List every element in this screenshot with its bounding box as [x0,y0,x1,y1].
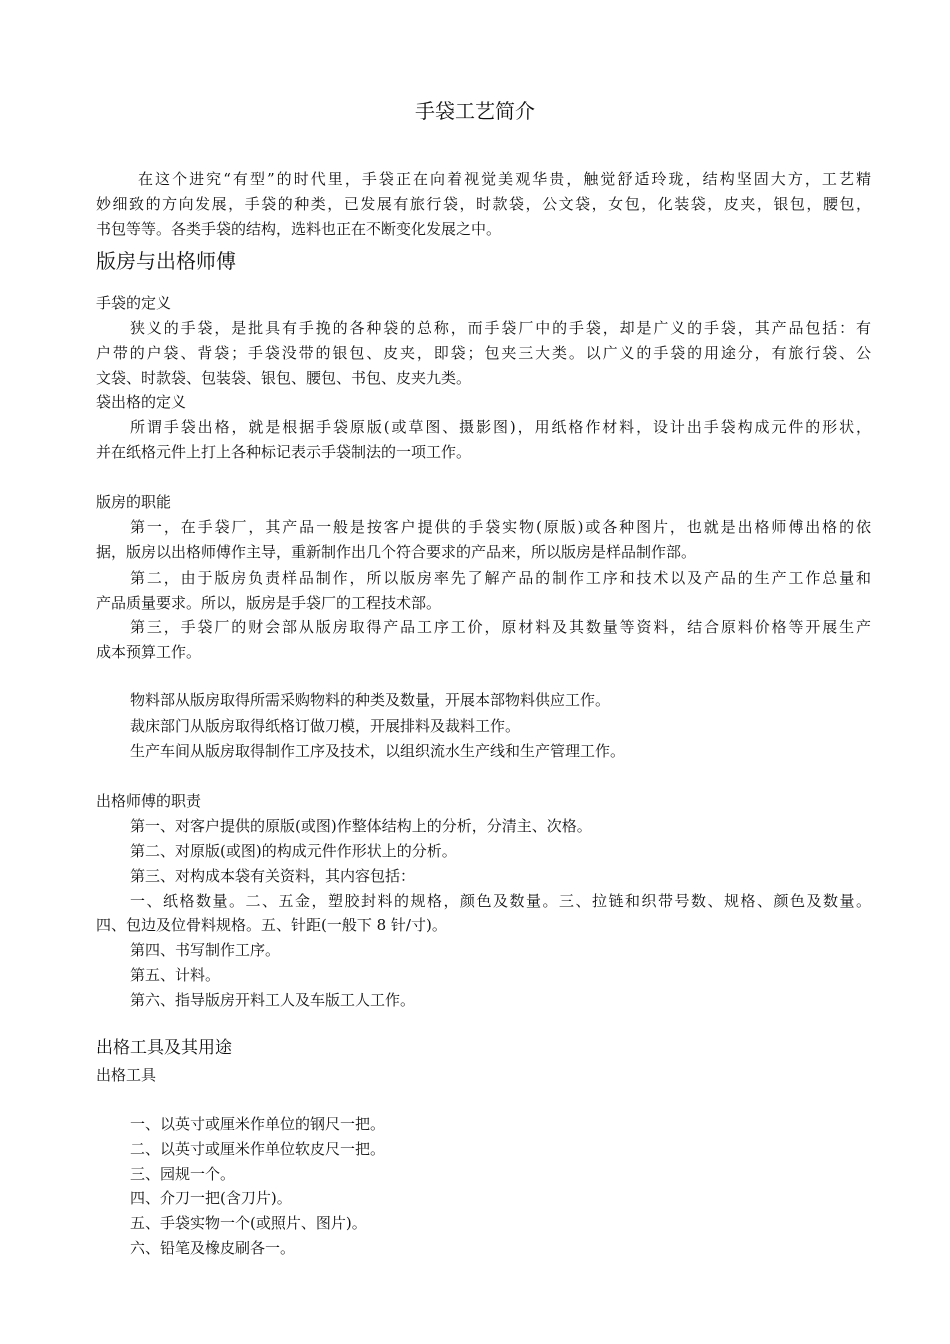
section-heading-banfang: 版房与出格师傅 [96,249,236,273]
tool-item-1: 一、以英寸或厘米作单位的钢尺一把。 [130,1115,386,1133]
chuge-line-2: 并在纸格元件上打上各种标记表示手袋制法的一项工作。 [96,443,472,461]
func-line-2: 据，版房以出格师傅作主导，重新制作出几个符合要求的产品来，所以版房是样品制作部。 [96,543,697,561]
func-line-6: 成本预算工作。 [96,643,202,661]
tool-item-5: 五、手袋实物一个(或照片、图片)。 [130,1214,367,1232]
def-line-3: 文袋、时款袋、包装袋、银包、腰包、书包、皮夹九类。 [96,369,472,387]
intro-line-2: 妙细致的方向发展，手袋的种类，已发展有旅行袋，时款袋，公文袋，女包，化装袋，皮夹，银包，腰包， [96,195,871,213]
duty-line-4: 一、纸格数量。二、五金，塑胶封料的规格，颜色及数量。三、拉链和织带号数、规格、颜色及数量。 [130,892,871,910]
dept-line-2: 裁床部门从版房取得纸格订做刀模，开展排料及裁料工作。 [130,717,521,735]
duty-heading: 出格师傅的职责 [96,792,202,810]
duty-line-6: 第四、书写制作工序。 [130,941,281,959]
intro-line-1: 在这个进究“有型”的时代里，手袋正在向着视觉美观华贵，触觉舒适玲珑，结构坚固大方，工艺精 [138,170,871,188]
dept-line-3: 生产车间从版房取得制作工序及技术，以组织流水生产线和生产管理工作。 [130,742,626,760]
tool-item-3: 三、园规一个。 [130,1165,236,1183]
tool-item-2: 二、以英寸或厘米作单位软皮尺一把。 [130,1140,386,1158]
chuge-line-1: 所谓手袋出格，就是根据手袋原版(或草图、摄影图)，用纸格作材料，设计出手袋构成元件的形状， [130,418,871,436]
func-line-1: 第一，在手袋厂，其产品一般是按客户提供的手袋实物(原版)或各种图片，也就是出格师傅出格的依 [130,518,871,536]
def-line-1: 狭义的手袋，是批具有手挽的各种袋的总称，而手袋厂中的手袋，却是广义的手袋，其产品包括：有 [130,319,871,337]
dept-line-1: 物料部从版房取得所需采购物料的种类及数量，开展本部物料供应工作。 [130,691,611,709]
intro-line-3: 书包等等。各类手袋的结构，选料也正在不断变化发展之中。 [96,220,502,238]
duty-line-1: 第一、对客户提供的原版(或图)作整体结构上的分析，分清主、次格。 [130,817,592,835]
duty-line-7: 第五、计料。 [130,966,221,984]
func-line-4: 产品质量要求。所以，版房是手袋厂的工程技术部。 [96,594,442,612]
func-line-5: 第三，手袋厂的财会部从版房取得产品工序工价，原材料及其数量等资料，结合原料价格等开展生产 [130,618,871,636]
tool-item-4: 四、介刀一把(含刀片)。 [130,1189,292,1207]
duty-line-2: 第二、对原版(或图)的构成元件作形状上的分析。 [130,842,457,860]
def-line-2: 户带的户袋、背袋；手袋没带的银包、皮夹，即袋；包夹三大类。以广义的手袋的用途分，有旅行袋、公 [96,344,871,362]
chuge-heading: 袋出格的定义 [96,393,187,411]
page-title: 手袋工艺简介 [415,99,535,123]
duty-line-8: 第六、指导版房开料工人及车版工人工作。 [130,991,416,1009]
duty-line-5: 四、包边及位骨料规格。五、针距(一般下 8 针/寸)。 [96,916,447,934]
tool-item-6: 六、铅笔及橡皮刷各一。 [130,1239,296,1257]
tools-subheading: 出格工具 [96,1066,157,1084]
section-heading-tools: 出格工具及其用途 [96,1038,232,1058]
func-heading: 版房的职能 [96,493,172,511]
func-line-3: 第二，由于版房负责样品制作，所以版房率先了解产品的制作工序和技术以及产品的生产工作总量和 [130,569,871,587]
duty-line-3: 第三、对构成本袋有关资料，其内容包括： [130,867,416,885]
def-heading: 手袋的定义 [96,294,172,312]
